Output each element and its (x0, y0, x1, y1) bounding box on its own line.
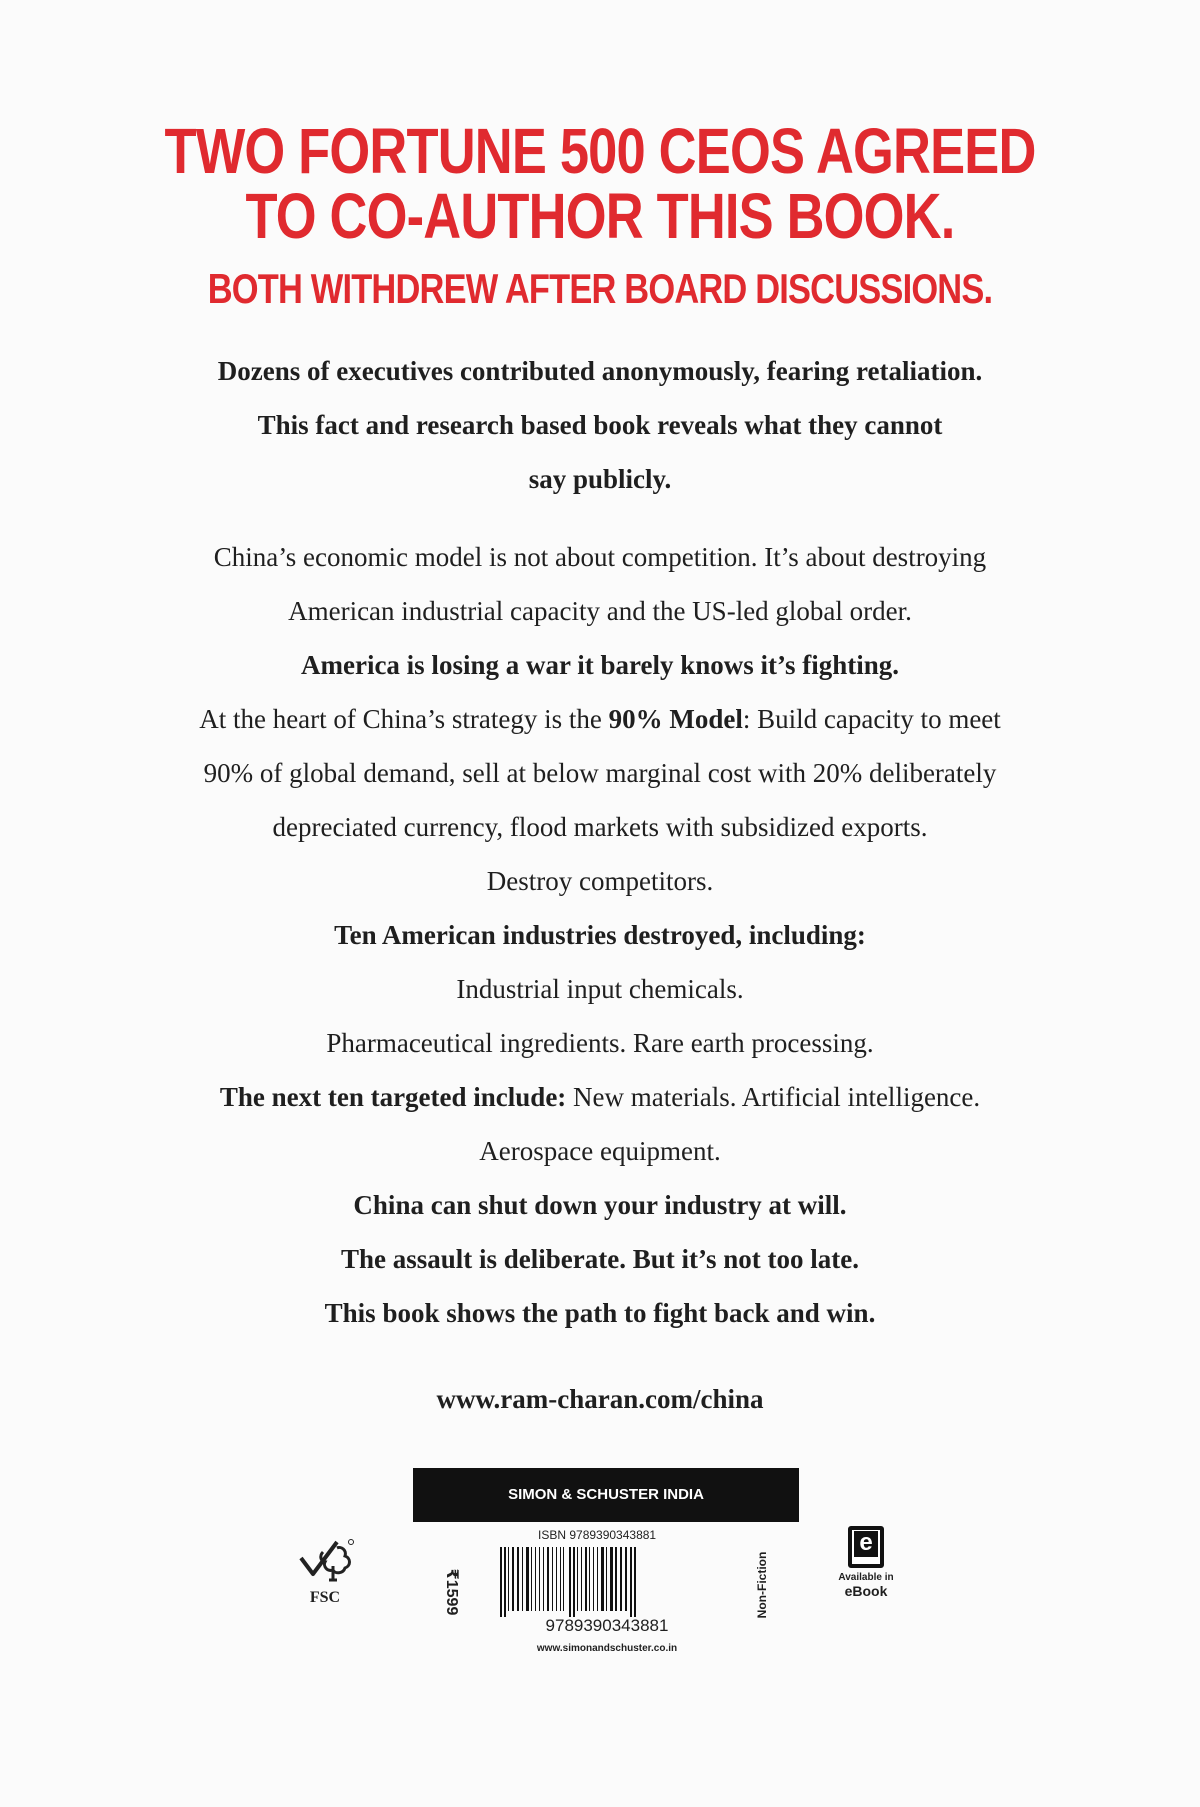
body-emphasis: America is losing a war it barely knows it’s fighting. (300, 650, 899, 680)
headline-subline: BOTH WITHDREW AFTER BOARD DISCUSSIONS. (207, 265, 993, 312)
body-text: New materials. Artificial intelligence. (566, 1082, 981, 1112)
barcode-bar (573, 1547, 575, 1617)
barcode-bar (601, 1547, 604, 1611)
barcode-bar (625, 1547, 627, 1611)
barcode-bar (585, 1547, 587, 1611)
barcode-bar (589, 1547, 590, 1611)
barcode-bar (508, 1547, 509, 1611)
body-line: China’s economic model is not about competition. It’s about destroying (213, 542, 987, 572)
headline-line-2: TO CO-AUTHOR THIS BOOK. (245, 180, 955, 252)
barcode-bar (512, 1547, 514, 1611)
headline-line-1: TWO FORTUNE 500 CEOS AGREED (164, 115, 1036, 187)
barcode-bar (539, 1547, 540, 1611)
barcode-bar (577, 1547, 578, 1611)
body-line: depreciated currency, flood markets with subsidized exports. (272, 812, 928, 842)
barcode-bar (504, 1547, 506, 1617)
body-line (0, 702, 1200, 736)
category-label: Non-Fiction (755, 1551, 769, 1619)
barcode-bar (597, 1547, 598, 1611)
publisher-url: www.simonandschuster.co.in (536, 1643, 678, 1654)
barcode-bar (552, 1547, 553, 1611)
isbn-label: ISBN 9789390343881 (538, 1528, 657, 1542)
body-bold-lead: The next ten targeted include: (219, 1082, 567, 1112)
barcode (498, 1547, 716, 1617)
barcode-bar (517, 1547, 519, 1611)
body-emphasis: The assault is deliberate. But it’s not too late. (341, 1244, 859, 1274)
ebook-badge (836, 1526, 896, 1599)
barcode-bar (543, 1547, 544, 1611)
barcode-bar (547, 1547, 549, 1611)
barcode-bar (556, 1547, 557, 1611)
barcode-bar (569, 1547, 571, 1617)
isbn-number: 9789390343881 (545, 1616, 669, 1635)
barcode-bar (630, 1547, 632, 1617)
fsc-label: FSC (309, 1589, 341, 1606)
barcode-bar (526, 1547, 529, 1611)
body-text: : Build capacity to meet (742, 704, 1001, 734)
barcode-bar (500, 1547, 502, 1617)
barcode-bar (615, 1547, 617, 1611)
barcode-bar (563, 1547, 564, 1611)
body-line: Aerospace equipment. (479, 1136, 721, 1166)
website-link[interactable]: www.ram-charan.com/china (436, 1384, 764, 1414)
body-line: 90% of global demand, sell at below marginal cost with 20% deliberately (203, 758, 997, 788)
fsc-logo (293, 1536, 357, 1606)
body-emphasis: Ten American industries destroyed, including: (334, 920, 866, 950)
barcode-bar (620, 1547, 622, 1611)
barcode-bar (581, 1547, 582, 1611)
barcode-bar (634, 1547, 636, 1617)
barcode-bar (535, 1547, 536, 1611)
body-emphasis: This book shows the path to fight back and win. (324, 1298, 876, 1328)
body-line: Industrial input chemicals. (456, 974, 744, 1004)
publisher-banner: SIMON & SCHUSTER INDIA (413, 1468, 799, 1522)
body-text: At the heart of China’s strategy is the (199, 704, 609, 734)
body-emphasis: China can shut down your industry at will. (353, 1190, 847, 1220)
barcode-bar (606, 1547, 607, 1611)
intro-line-3: say publicly. (528, 464, 672, 494)
ebook-line-1: Available in (838, 1572, 894, 1583)
barcode-bar (593, 1547, 594, 1611)
barcode-bar (560, 1547, 561, 1611)
body-line: American industrial capacity and the US-led global order. (288, 596, 912, 626)
price: ₹1599 (443, 1568, 460, 1616)
barcode-bar (522, 1547, 523, 1611)
model-term: 90% Model (608, 704, 743, 734)
body-line: Destroy competitors. (486, 866, 714, 896)
intro-line-2: This fact and research based book reveals what they cannot (257, 410, 943, 440)
body-line: Pharmaceutical ingredients. Rare earth processing. (326, 1028, 874, 1058)
intro-line-1: Dozens of executives contributed anonymously, fearing retaliation. (217, 356, 983, 386)
barcode-bar (610, 1547, 613, 1611)
body-line (0, 1080, 1200, 1114)
ebook-icon (848, 1526, 884, 1568)
tree-check-icon (293, 1536, 357, 1584)
ebook-icon-letter: e (854, 1531, 878, 1557)
ebook-line-2: eBook (844, 1583, 888, 1599)
barcode-bar (531, 1547, 532, 1611)
